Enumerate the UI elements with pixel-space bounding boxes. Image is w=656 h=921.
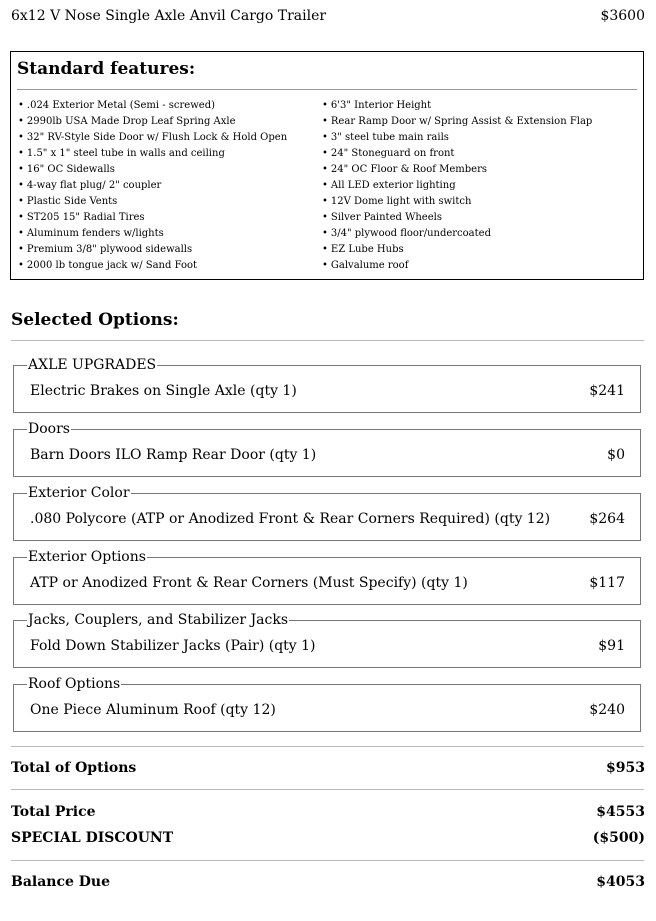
option-group-axle-upgrades bbox=[13, 357, 641, 413]
special-discount-value: ($500) bbox=[592, 830, 645, 846]
option-item: One Piece Aluminum Roof (qty 12) bbox=[30, 702, 276, 718]
features-list-left bbox=[18, 98, 287, 274]
special-discount-label: SPECIAL DISCOUNT bbox=[11, 830, 174, 846]
standard-features-heading: Standard features: bbox=[17, 59, 196, 79]
option-item: .080 Polycore (ATP or Anodized Front & Rear Corners Required) (qty 12) bbox=[30, 511, 551, 527]
total-of-options-label: Total of Options bbox=[11, 760, 137, 776]
option-price: $0 bbox=[607, 447, 625, 463]
feature-item: • EZ Lube Hubs bbox=[322, 242, 592, 258]
feature-item: • 1.5" x 1" steel tube in walls and ceiling bbox=[18, 146, 287, 162]
product-header bbox=[11, 8, 645, 28]
balance-due-row bbox=[11, 874, 645, 894]
feature-item: • Plastic Side Vents bbox=[18, 194, 287, 210]
total-price-value: $4553 bbox=[596, 804, 645, 820]
option-group-doors bbox=[13, 421, 641, 477]
option-price: $91 bbox=[598, 638, 625, 654]
option-category: Exterior Options bbox=[28, 549, 146, 565]
product-base-price: $3600 bbox=[600, 8, 645, 24]
feature-item: • 6'3" Interior Height bbox=[322, 98, 592, 114]
standard-features-box bbox=[10, 51, 644, 280]
option-item: Fold Down Stabilizer Jacks (Pair) (qty 1) bbox=[30, 638, 316, 654]
totals-divider bbox=[11, 746, 644, 747]
feature-item: • 12V Dome light with switch bbox=[322, 194, 592, 210]
feature-item: • ST205 15" Radial Tires bbox=[18, 210, 287, 226]
option-group-exterior-color bbox=[13, 485, 641, 541]
selected-options-heading: Selected Options: bbox=[11, 310, 179, 330]
option-category: Doors bbox=[28, 421, 70, 437]
feature-item: • 2990lb USA Made Drop Leaf Spring Axle bbox=[18, 114, 287, 130]
option-price: $117 bbox=[589, 575, 625, 591]
option-category: AXLE UPGRADES bbox=[28, 357, 157, 373]
total-of-options-value: $953 bbox=[606, 760, 645, 776]
feature-item: • 24" Stoneguard on front bbox=[322, 146, 592, 162]
total-price-row bbox=[11, 804, 645, 824]
feature-item: • Silver Painted Wheels bbox=[322, 210, 592, 226]
feature-item: • 2000 lb tongue jack w/ Sand Foot bbox=[18, 258, 287, 274]
feature-item: • 16" OC Sidewalls bbox=[18, 162, 287, 178]
feature-item: • 32" RV-Style Side Door w/ Flush Lock & Hold Open bbox=[18, 130, 287, 146]
option-group-exterior-options bbox=[13, 549, 641, 605]
option-category: Roof Options bbox=[28, 676, 121, 692]
totals-divider bbox=[11, 789, 644, 790]
feature-item: • Rear Ramp Door w/ Spring Assist & Extension Flap bbox=[322, 114, 592, 130]
option-category: Exterior Color bbox=[28, 485, 130, 501]
option-group-roof-options bbox=[13, 676, 641, 732]
feature-item: • Aluminum fenders w/lights bbox=[18, 226, 287, 242]
option-category: Jacks, Couplers, and Stabilizer Jacks bbox=[28, 612, 289, 628]
option-item: Barn Doors ILO Ramp Rear Door (qty 1) bbox=[30, 447, 317, 463]
selected-options-divider bbox=[11, 340, 644, 341]
standard-features-divider bbox=[17, 89, 637, 90]
feature-item: • .024 Exterior Metal (Semi - screwed) bbox=[18, 98, 287, 114]
option-price: $241 bbox=[589, 383, 625, 399]
option-group-jacks-couplers bbox=[13, 612, 641, 668]
totals-divider bbox=[11, 860, 644, 861]
feature-item: • 3" steel tube main rails bbox=[322, 130, 592, 146]
option-item: ATP or Anodized Front & Rear Corners (Must Specify) (qty 1) bbox=[30, 575, 468, 591]
option-price: $240 bbox=[589, 702, 625, 718]
feature-item: • 3/4" plywood floor/undercoated bbox=[322, 226, 592, 242]
feature-item: • Premium 3/8" plywood sidewalls bbox=[18, 242, 287, 258]
feature-item: • All LED exterior lighting bbox=[322, 178, 592, 194]
total-of-options-row bbox=[11, 760, 645, 780]
balance-due-value: $4053 bbox=[596, 874, 645, 890]
feature-item: • 24" OC Floor & Roof Members bbox=[322, 162, 592, 178]
features-list-right bbox=[322, 98, 592, 274]
balance-due-label: Balance Due bbox=[11, 874, 111, 890]
product-title: 6x12 V Nose Single Axle Anvil Cargo Trailer bbox=[11, 8, 327, 24]
option-price: $264 bbox=[589, 511, 625, 527]
feature-item: • 4-way flat plug/ 2" coupler bbox=[18, 178, 287, 194]
feature-item: • Galvalume roof bbox=[322, 258, 592, 274]
total-price-label: Total Price bbox=[11, 804, 96, 820]
special-discount-row bbox=[11, 830, 645, 850]
option-item: Electric Brakes on Single Axle (qty 1) bbox=[30, 383, 297, 399]
